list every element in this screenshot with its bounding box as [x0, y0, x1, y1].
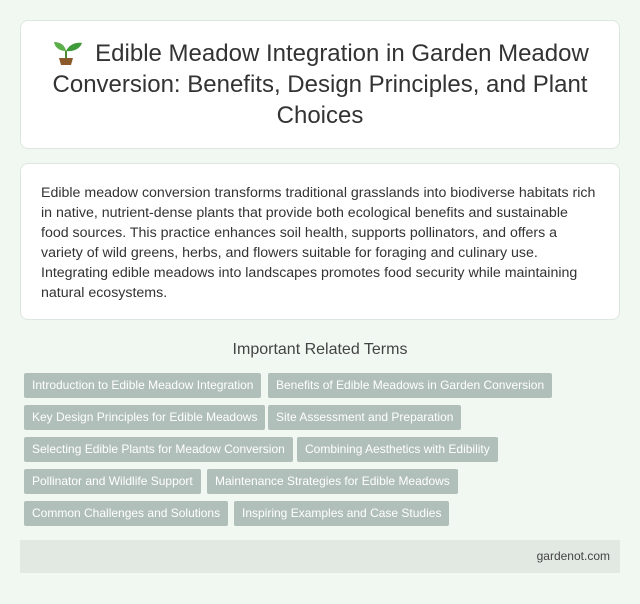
page-title-text: Edible Meadow Integration in Garden Meadow Conversion: Benefits, Design Principles, and Plant Choices	[52, 40, 589, 129]
term-tag[interactable]: Introduction to Edible Meadow Integration	[24, 373, 261, 398]
term-tag[interactable]: Key Design Principles for Edible Meadows	[24, 405, 265, 430]
term-tag[interactable]: Benefits of Edible Meadows in Garden Conversion	[268, 373, 552, 398]
term-tag[interactable]: Common Challenges and Solutions	[24, 501, 228, 526]
term-tag[interactable]: Inspiring Examples and Case Studies	[234, 501, 449, 526]
term-tag[interactable]: Site Assessment and Preparation	[268, 405, 461, 430]
sprout-icon	[51, 39, 85, 65]
page-title	[51, 38, 589, 131]
title-card	[20, 20, 620, 149]
term-tag[interactable]: Selecting Edible Plants for Meadow Conversion	[24, 437, 293, 462]
term-tag[interactable]: Maintenance Strategies for Edible Meadows	[207, 469, 458, 494]
term-tag[interactable]: Pollinator and Wildlife Support	[24, 469, 201, 494]
footer-site-link[interactable]: gardenot.com	[536, 549, 610, 563]
description-text: Edible meadow conversion transforms traditional grasslands into biodiverse habitats rich in native, nutrient-dense plants that provide both ecological benefits and sustainable food sources. This practice enhances soil health, supports pollinators, and offers a variety of wild greens, herbs, and flowers suitable for foraging and culinary use. Integrating edible meadows into landscapes promotes food security while maintaining natural ecosystems.	[41, 185, 596, 301]
related-terms-heading: Important Related Terms	[232, 341, 408, 358]
footer	[20, 540, 620, 573]
description-card	[20, 163, 620, 320]
term-tag[interactable]: Combining Aesthetics with Edibility	[297, 437, 498, 462]
